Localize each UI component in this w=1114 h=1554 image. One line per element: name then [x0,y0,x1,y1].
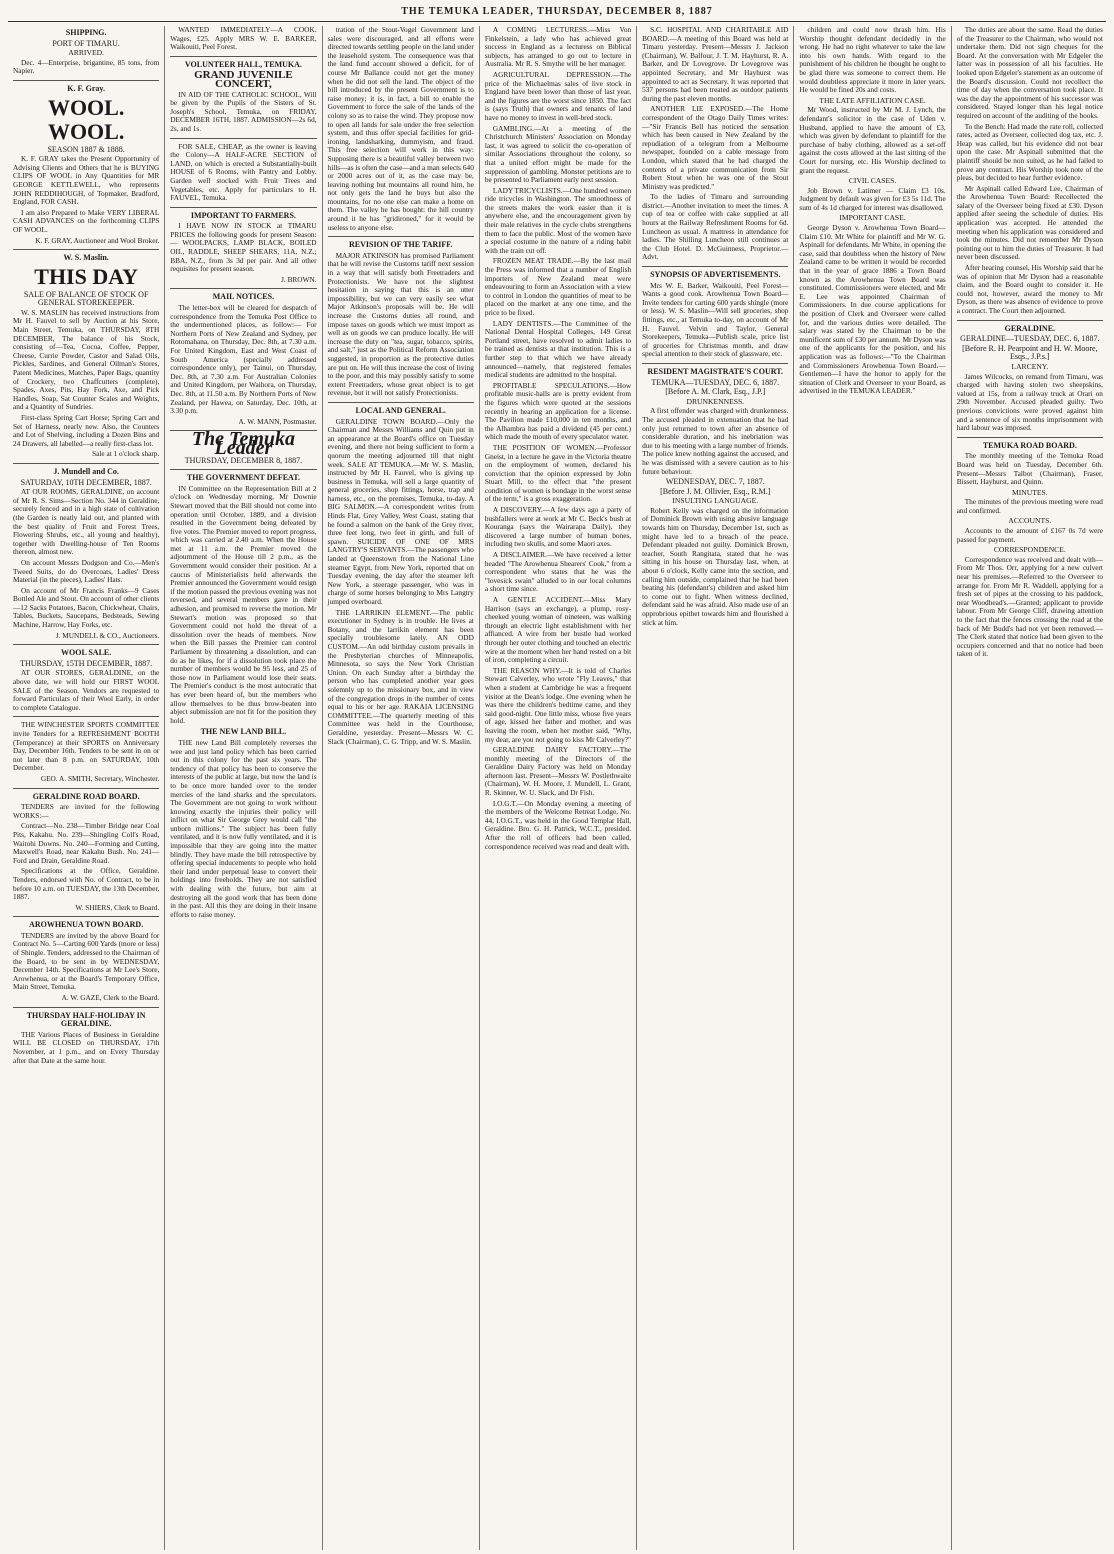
volunteer-hall-heading: VOLUNTEER HALL, TEMUKA. [184,59,302,69]
accounts-heading: ACCOUNTS. [1008,516,1052,526]
divider [13,80,159,81]
news-item-4: LADY TRICYCLISTS.—One hundred women ride tricycles in Washington. The smoothness of the streets makes the work easier than it is anywhere else, and the encouragement given by their male relatives in the cycle clubs strengthens them to face the public. Most of the women have a special costume in the nature of a riding habit with the train cut off. [484,185,632,255]
port-heading: PORT OF TIMARU. [52,38,120,48]
news-item-8: THE POSITION OF WOMEN.—Professor Gneist, in a lecture he gave in the Victoria theatre on the employment of women, declared his conviction that the opinion expressed by John Stuart Mill, to the effect that "the present condition of women is bondage in the worst sense of the term," is a gross exaggeration. [484,442,632,504]
divider [328,402,474,403]
accounts-text: Accounts to the amount of £167 0s 7d were passed for payment. [956,526,1103,544]
divider [13,788,159,789]
mundell-text-2: On account Messrs Dodgson and Co.—Men's Tweed Suits, do do Overcoats, Ladies' Dress Material (in the pieces), Ladies' Hats. [13,557,160,585]
case-continued: The duties are about the same. Read the duties of the Treasurer to the Chairman, who would not undertake them. Did not sign cheques for the Board. At the conversation with Mr Edgeler the latter was in possession of all his faculties. He looked upon Edgeler's statement as an outcome of the Board's discussion. Could not recollect the time of day when the conversation took place. It was the day the appointment of his successor was considered. Stayed longer than his legal notice required on account of the auditing of the books. [956,26,1103,120]
concert-headline: GRAND JUVENILE CONCERT, [194,69,293,90]
season-heading: SEASON 1887 & 1888. [47,144,125,154]
court-date: TEMUKA—TUESDAY, DEC. 6, 1887. [651,377,780,387]
mail-notices-heading: MAIL NOTICES. [212,292,275,302]
geraldine-heading: GERALDINE. [1004,323,1056,333]
news-item-6: LADY DENTISTS.—The Committee of the National Dental Hospital Colleges, 149 Great Portland street, have resolved to admit ladies to be trained as dentists at that institution. This is a further step to that which we have already announced—namely, that registered females medical students are admitted to the hospital. [484,318,632,380]
newspaper-title: The Temuka Leader [191,428,295,459]
farmers-heading: IMPORTANT TO FARMERS. [190,210,296,220]
column-7 [952,26,1108,1550]
sale-text: W. S. MASLIN has received instructions from Mr H. Fauvel to sell by Auction at his Store, Main Street, Temuka, on THURSDAY, 8TH DECEMBER, The balance of his Stock, consisting of—Tea, Cocoa, Coffee, Pepper, Cheese, Currie Powder, Castor and Salad Oils, Pickles, Sardines, and General Oilman's Stores, Patent Medicines, Matches, Paper Bags, quantity of Crockery, two Chaffcutters (complete), Spades, Axes, Pits, Hay Fork, Axe, and Pick Handles, Soap, Sat Counter Scales and Weights, and a Quantity of Sundries. [13,307,160,412]
refreshment-advert: To the ladies of Timaru and surrounding district.—Another invitation to meet the times. A cup of tea or coffee with cake supplied at all hours at the Railway Refreshment Rooms for 6d. Luncheon as usual. A mattress in attendance for ladies. The Shilling Luncheon still continues at the Club Hotel. D. McGuinness, Proprietor.—Advt. [642,192,789,262]
important-text: George Dyson v. Arowhenua Town Board—Claim £10. Mr White for plaintiff and Mr W. G. Aspinall for defendants. Mr White, in opening the case, said that doubtless when the history of New Zealand came to be written it would be recorded that in the year of grace 1886 a Town Board known as the Arowhenua Town Board was constituted. Commissioners were elected, and Mr E. Lee was appointed Chairman of Commissioners. In due course applications for the position of Clerk and Overseer were called for, and the various duties were detailed. The salary was stated by the Chairman to be the munificent sum of £30 per annum. Mr Dyson was one of the applicants for the position, and his application was as follows:—"To the Chairman and Commissioners Arowhenua Town Board.—Gentlemen—I have the honor to apply for the situation of Clerk and Overseer to your Board, as advertised in the TEMUKA LEADER." [799,223,946,396]
wool-sale-text: AT OUR STORES, GERALDINE, on the above date, we will hold our FIRST WOOL SALE of the Season. Vendors are requested to forward Particulars of their Wool Early, in order to complete Catalogue. [13,668,160,712]
divider [642,363,788,364]
saturday-heading: SATURDAY, 10TH DECEMBER, 1887. [20,477,152,487]
larceny-heading: LARCENY. [1011,361,1049,371]
news-item-13: GERALDINE DAIRY FACTORY.—The monthly meeting of the Directors of the Geraldine Dairy Factory was held on Monday afternoon last. Present—Messrs W. Postlethwaite (Chairman), W. H. Moore, J. Mundell, L. Grant, R. Skinner, W. U. Slack, and Dr Fish. [484,745,632,798]
divider [957,437,1103,438]
news-item-10: A DISCLAIMER.—We have received a letter headed "The Arowhenua Shearers' Cook," from a correspondent who states that he was the "lovesick swain" alluded to in our local columns a short time since. [484,550,632,594]
masthead-rule [8,21,1106,22]
half-holiday-text: THE Various Places of Business in Geraldine WILL BE CLOSED on THURSDAY, 17th November, at 1 p.m., and on Every Thursday after that Date at the same hour. [13,1029,160,1065]
court-before: [Before A. M. Clark, Esq., J.P.] [665,387,766,397]
specs-text: Specifications at the Office, Geraldine. Tenders, endorsed with No. of Contract, to be in before 10 a.m. on TUESDAY, the 13th December, 1887. [13,866,160,902]
sale-subheading: SALE OF BALANCE OF STOCK OF GENERAL STOREKEEPER. [23,289,149,308]
land-bill-continued: tration of the Stout-Vogel Government land sales were discouraged, and all efforts were directed towards settling people on the land under the leasehold system. The consequence was that the land fund account showed a deficit, for of course Mr Ballance could not get the money when he did not sell the land. The object of the bill introduced by the present Government is to raise money; it is, in fact, a bill to enable the Government to force the sale of the lands of the colony so as to raise the wind. They propose now to open all lands for sale under the free selection system, and thus offer special facilities for grid-ironing, landsharking, dummyism, and fraud. This free selection will work in this way: Supposing there is a beautiful valley between two hills—as is often the case—and a man selects 640 or 2000 acres out of it, as the case may be, leaving nothing but mountains all round him, he not only gets the land he buys but also the mountains, for no one else can make a home on them. The valley he has bought: the hill country around it he has "gridironed," for it would be useless to anyone else. [327,26,474,232]
geraldine-before: [Before R. H. Pearpoint and H. W. Moore, Esqs., J.P.s.] [962,343,1098,362]
news-item-3: GAMBLING.—At a meeting of the Christchurch Ministers' Association on Monday last, it was agreed to solicit the co-operation of similar Associations throughout the colony, so that a united effort might be made for the suppression of gambling. Monster petitions are to be presented to Parliament early next session. [484,123,632,185]
mundell-signature: J. MUNDELL & CO., Auctioneers. [55,630,160,640]
tenders-text: TENDERS are invited for the following WORKS:— [13,802,160,820]
divider [170,138,316,139]
divider [957,320,1103,321]
divider [13,916,159,917]
mann-signature: A. W. MANN, Postmaster. [238,416,317,426]
news-item-7: PROFITABLE SPECULATIONS.—How profitable music-halls are is pretty evident from the figures which were quoted at the sessions recently in hearing an application for a license. The Pavilion made £10,000 in ten months, and the Alhambra has paid a dividend (45 per cent.) which made the mouth of every speculator water. [484,380,632,442]
column-2 [165,26,322,1550]
arrived-text: Dec. 4—Enterprise, brigantine, 85 tons, from Napier. [13,57,160,76]
concert-text: IN AID OF THE CATHOLIC SCHOOL, Will be given by the Pupils of the Sisters of St. Joseph's School, Temuka, on FRIDAY, DECEMBER 16TH, 1887. ADMISSION—2s 6d, 2s, and 1s. [170,89,317,133]
local-text: GERALDINE TOWN BOARD.—Only the Chairman and Messrs Williams and Quin put in an appearance at the Board's office on Tuesday evening, and there not being sufficient to form a quorum the meeting adjourned till that night week. SALE AT TEMUKA.—Mr W. S. Maslin, instructed by Mr H. Fauvel, who is giving up business in Temuka, will sell a large quantity of general groceries, shop fittings, horse, trap and harness, etc., on the premises, Temuka, to-day. A BIG SALMON.—A correspondent writes from Hinds Flat, Grey Valley, West Coast, stating that he found a salmon on the bank of the Grey river, three feet long, two feet in girth, and full of spawn. SUICIDE OF ONE OF MRS LANGTRY'S SERVANTS.—The passengers who landed at Queenstown from the National Line steamer Egypt, from New York, reported that on Tuesday evening, the day after the steamer left New York, a steerage passenger, who was in charge of some horses belonging to Mrs Langtry jumped overboard. [327,416,474,606]
news-item-2: AGRICULTURAL DEPRESSION.—The price of the Michaelmas sales of live stock in England have been lower than those of last year, and the figures are the worst since 1850. The fact is (says Truth) that owners and tenants of land have no money to invest in well-bred stock. [484,69,632,122]
wanted-ad: WANTED IMMEDIATELY—A COOK. Wages, £25. Apply MRS W. E. BARKER, Waikouiti, Peel Forest. [170,26,317,52]
arrived-heading: ARRIVED. [68,48,104,58]
news-item-11: A GENTLE ACCIDENT.—Miss Mary Harrison (says an exchange), a plump, rosy-cheeked young woman of nineteen, was walking through an electric light establishment with her affianced. A wire from her bustle had worked through her outer clothing and touched an electric wire at the moment when her hand rested on a bit of iron, completing a circuit. [484,595,632,665]
divider [13,249,159,250]
columns [8,26,1108,1550]
defeat-text: IN Committee on the Representation Bill at 2 o'clock on Wednesday morning, Mr Downie Stewart moved that the Bill should not come into operation until October, 1889, and a division resulted in the Government being defeated by five votes. The Premier moved to report progress, which was carried at 2.40 a.m. When the House met at 11 a.m. the Premier moved the adjournment of the House till 2 p.m., as the Government would consider their position. At a caucus of Ministerialists held afterwards the Premier announced the Government would resign if the motion passed the previous evening was not reversed, and several members gave in their adhesion, and promised to reverse the motion. Mr Stewart's motion was proposed so that Government could not hold the threat of a dissolution over the heads of members. Now when the Bill passes the Premier can control Parliament by threatening a dissolution, and can do as he likes, for if a dissolution took place the number of members would be 95 less, and 25 of those now in Parliament would lose their seats. The Premier's conduct is the most autocratic that has ever been heard of, but the members who allow themselves to be thus brow-beaten into abject submission are not fit for the position they hold. [170,483,317,725]
shiers-signature: W. SHIERS, Clerk to Board. [75,902,160,912]
minutes-text: The minutes of the previous meeting were read and confirmed. [956,497,1103,515]
mail-text: The letter-box will be cleared for despatch of correspondence from the Temuka Post Office to the undermentioned places, as follow:— For Northern Ports of New Zealand and Sydney, per Rotomahana, on Thursday, Dec. 8th, at 7.30 a.m. For United Kingdom, East and West Coast of South America (specially addressed correspondence only), per Tainui, on Thursday, Dec. 8th, at 7.30 a.m. For Australian Colonies and United Kingdom, per Waihora, on Thursday, Dec. 8th, at 11.50 a.m. By Northern Ports of New Zealand, per Hawea, on Saturday, Dec. 10th, at 3.30 p.m. [170,303,317,416]
temuka-road-heading: TEMUKA ROAD BOARD. [982,440,1077,450]
column-4 [480,26,637,1550]
correspondence-text: Correspondence was received and dealt with— From Mr Thos. Orr, applying for a new culvert near his premises.—Referred to the Overseer to arrange for. From Mr R. Waddell, applying for a fresh set of pipes at the crossing to his paddock, near Woodhead's.—Granted; applicant to provide labour. From Mr George Cliff, drawing attention to the fact that the fences crossing the road at the back of Mr Budd's had not yet been removed.—The Clerk stated that notice had been given to the occupiers concerned and that no notice had been taken of it. [956,554,1103,659]
case-text-3: Mr Aspinall called Edward Lee, Chairman of the Arowhenua Town Board: Recollected the salary of the Overseer being fixed at £30. Dyson applied after seeing the schedule of duties. His application was accepted. He attended the meeting when his application was considered and took the minutes. Did not remember Mr Dyson pointing out to him the duties of Treasurer. It had never been discussed. [956,183,1103,262]
wool-text: K. F. GRAY takes the Present Opportunity of Advising Clients and Others that he is BUYING CLIPS OF WOOL in Any Quantities for MR GEORGE KETTLEWELL, who represents JOHN REDDIHOUGH, of Topmaker, Bradford, England, FOR CASH. [13,154,160,207]
case-text-4: After hearing counsel, His Worship said that he was of opinion that Mr Dyson had a reasonable claim, and the Board ought to consider it. He could not, however, award the money to Mr Dyson, as there was absence of evidence to prove a contract. The Court then adjourned. [956,263,1103,315]
divider [642,266,788,267]
wool-signature: K. F. GRAY, Auctioneer and Wool Broker. [35,235,160,245]
synopsis-heading: SYNOPSIS OF ADVERTISEMENTS. [650,270,781,280]
wool-headline: WOOL. WOOL. [47,94,125,144]
news-item-12: THE REASON WHY.—It is told of Charles Stewart Calverley, who wrote "Fly Leaves," that when a student at Cambridge he was a frequent visitor at the Dean's lodge. One evening when he was there the children's bedtime came, and they said good-night. One little miss, whose five years of age, kissed her father and mother, and was leaving the room, when her mother said, "Why, my dear, are you not going to kiss Mr Calverley?" [484,665,632,744]
column-6 [794,26,951,1550]
winchester-signature: GEO. A. SMITH, Secretary, Winchester. [40,773,160,783]
civil-heading: CIVIL CASES. [848,176,897,186]
this-day-headline: THIS DAY [34,263,138,289]
brown-signature: J. BROWN. [281,274,317,284]
for-sale-ad: FOR SALE, CHEAP, as the owner is leaving the Colony—A HALF-ACRE SECTION of LAND, on which is erected a Substantially-built HOUSE of 6 Rooms, with Pantry and Lobby. Garden well stocked with Fruit Trees and Vegetables, etc. Apply for particulars to H. FAUVEL, Temuka. [170,141,317,203]
correspondence-heading: CORRESPONDENCE. [993,545,1066,555]
wednesday-date: WEDNESDAY, DEC. 7, 1887. [665,477,765,487]
wool-sale-heading: WOOL SALE. [61,648,112,658]
mundell-text: AT OUR ROOMS, GERALDINE, on account of Mr R. S. Sims—Section No. 344 in Geraldine, securely fenced and in a high state of cultivation (the Garden is neatly laid out, and planted with the best quality of Fruit and Forest Trees, Flowering Shrubs, etc., all young and healthy), together with Dwelling-house of Ten Rooms thereon, almost new. [13,487,160,557]
court-heading: RESIDENT MAGISTRATE'S COURT. [647,366,784,376]
column-5 [637,26,794,1550]
drunkenness-heading: DRUNKENNESS. [686,396,745,406]
land-bill-heading: THE NEW LAND BILL. [200,727,287,737]
local-text-2: THE LARRIKIN ELEMENT.—The public executioner in Sydney is in trouble. He lives at Botany, and the larrikin element has been specially troublesome lately. AN ODD CUSTOM.—An odd birthday custom prevails in the Presbyterian churches of Minneapolis, Minnesota, so says the New York Christian Union. On each Sunday after a birthday the person who has completed another year goes solemnly up to the missionary box, and in view of the congregation drops in the number of cents equal to his or her age. RAKAIA LICENSING COMMITTEE.—The quarterly meeting of this Committee was held in the Courthouse, Geraldine, yesterday. Present—Messrs W. C. Slack (Chairman), C. G. Tripp, and W. S. Maslin. [327,607,474,746]
shipping-heading: SHIPPING. [65,28,107,37]
revision-text: MAJOR ATKINSON has promised Parliament that he will revise the Customs tariff next session in a way that will satisfy both Freetraders and Protectionists. We have not the slightest hesitation in saying that this is an utter impossibility, but we can very easily see what Major Atkinson's proposals will be. He will increase the Customs duties all round, and impose taxes on goods which we must import as well as on goods we can produce locally. He will increase the duty on "tea, sugar, tobacco, spirits, and salt," just as the Political Reform Association suggested, in proportion as the protective duties are put on. He will thus increase the cost of living to the poor, and this may possibly satisfy to some extent Freetraders, whose great object is to get revenue, but it will not satisfy Protectionists. [327,250,474,398]
column-3 [323,26,480,1550]
hospital-board-text: S.C. HOSPITAL AND CHARITABLE AID BOARD.—A meeting of this Board was held at Timaru yesterday. Present—Messrs J. Jackson (Chairman), W. Balfour, J. T. M. Hayhurst, R. A. Barker, and Dr Lovegrove. Dr Lovegrove was appointed Secretary, and Mr Hayhurst was appointed to act as Secretary. It was reported that 537 persons had been treated as outdoor patients during the past eleven months. [642,26,789,103]
sale-text-2: First-class Spring Cart Horse; Spring Cart and Set of Harness, nearly new. Also, the Counters and Lot of Shelving, including a Dozen Bins and 24 Drawers, all labelled—a really first-class lot. [13,413,160,448]
insulting-text: Robert Kelly was charged on the information of Dominick Brown with using abusive language towards him on Thursday, December 1st, such as might have led to a breach of the peace. Defendant pleaded not guilty. Dominick Brown, teacher, South Rangitata, stated that he was sitting in his house on Thursday last, when, at about 6 o'clock, Kelly came into the section, and calling him outside, complained that he had been beating his (defendant's) children and asked him to come out to fight. When witness declined, defendant said he was afraid. Also made use of an opprobrious epithet towards him and flourished a stick at him. [642,505,789,627]
minutes-heading: MINUTES. [1012,487,1048,497]
drunkenness-text: A first offender was charged with drunkenness. The accused pleaded in extenuation that he had only just returned to town after an absence of considerable duration, and his inebriation was due to his meeting with a large number of friends. The police knew nothing against the accused, and he was dismissed with a severe caution as to his future behaviour. [642,406,789,476]
mundell-text-3: On account of Mr Francis Franks—9 Cases Bottled Ale and Stout. On account of other clients—12 Sacks Potatoes, Bacon, Chickwheat, Chairs, Tables, Buckets, Saucepans, Bedsteads, Sewing Machine, Harrow, Hay Forks, etc. [13,585,160,630]
local-general-heading: LOCAL AND GENERAL. [355,405,446,415]
synopsis-text: Mrs W. E. Barker, Waikouiti, Peel Forest—Wants a good cook. Arowhenua Town Board—Invite tenders for carting 600 yards shingle (more or less). W. S. Maslin—Will sell groceries, shop fittings, etc., at Temuka to-day, on account of Mr H. Fauvel. Velvin and Taylor, General Storekeepers, Temuka—Publish scale, price list of groceries for Christmas month, and draw special attention to their stock of glassware, etc. [642,280,789,359]
divider [170,56,316,57]
divider [328,236,474,237]
civil-text: Job Brown v. Latimer — Claim £3 10s. Judgment by default was given for £3 5s 11d. The sum of 4s 1d charged for interest was disallowed. [799,185,946,212]
revision-heading: REVISION OF THE TARIFF. [348,240,453,250]
maslin-heading: W. S. Maslin. [63,253,109,263]
divider [170,288,316,289]
temuka-road-text: The monthly meeting of the Temuka Road Board was held on Tuesday, December 6th. Present—Messrs Talbot (Chairman), Fraser, Bissett, Hayhurst, and Quinn. [956,451,1103,487]
news-item-1: A COMING LECTURESS.—Miss Von Finkelstein, a lady who has achieved great success in England as a lecturess on Biblical subjects, has arranged to go out to lecture in Australia. Mr R. S. Smythe will be her manager. [484,26,632,69]
geraldine-road-heading: GERALDINE ROAD BOARD. [32,791,140,801]
half-holiday-heading: THURSDAY HALF-HOLIDAY IN GERALDINE. [26,1010,146,1029]
issue-date: THURSDAY, DECEMBER 8, 1887. [184,455,303,465]
arowhenua-text: TENDERS are invited by the above Board for Contract No. 5—Carting 600 Yards (more or less) of Shingle. Tenders, addressed to the Chairman of the Board, to be sent in by WEDNESDAY, December 14th. Specifications at Mr Lee's Store, Arowhenua, or at the Board's Temporary Office, Main Street, Temuka. [13,930,160,992]
affiliation-text: Mr Wood, instructed by Mr M. J. Lynch, the defendant's solicitor in the case of Uden v. Husband, applied to have the amount of £3, which was given by defendant to plaintiff for the purchase of baby clothing, allowed as a set-off against the costs allowed at the last sitting of the Court for nursing, etc. His Worship declined to grant the request. [799,105,946,175]
affiliation-heading: THE LATE AFFILIATION CASE. [819,95,926,105]
news-item-14: I.O.G.T.—On Monday evening a meeting of the members of the Welcome Retreat Lodge, No. 44, I.O.G.T., was held in the Good Templar Hall, Geraldine. Bro. G. H. Patrick, W.C.T., presided. After the roll of officers had been called, correspondence received was read and dealt with. [484,798,632,851]
important-heading: IMPORTANT CASE. [839,213,906,223]
contract-list: Contract—No. 238—Timber Bridge near Coal Pits, Kakahu. No. 239—Shingling Coll's Road, Waitohi Downs. No. 240—Forming and Cutting, Maxwell's Road, near Kakahu Bush. No. 241—Ford and Drain, Geraldine Road. [13,821,160,865]
divider [13,716,159,717]
larceny-text: James Wilcocks, on remand from Timaru, was charged with having stolen two sheepskins, valued at 15s, from a railway truck at Orari on 29th November. Accused pleaded guilty. Two previous convictions were proved against him and a sentence of six months imprisonment with hard labour was imposed. [956,371,1103,433]
news-item-9: A DISCOVERY.—A few days ago a party of bushfallers were at work at Mr C. Beck's bush at Kouranga (says the Wairarapa Daily), they discovered a large number of human bones, including two skulls, and some Maori axes. [484,505,632,549]
news-item-5: FROZEN MEAT TRADE.—By the last mail the Press was informed that a number of English importers of New Zealand meat were endeavouring to form an Association with a view to control in London the quantities of meat to be placed on the market at any one time, and the price to be fixed. [484,256,632,317]
case-text-2: To the Bench: Had made the rate roll, collected rates, acted as Overseer, collected dog tax, etc. J. Heap was called, but his evidence did not bear upon the case. Mr Aspinall submitted that the plaintiff should be non suited, as he had failed to prove any contract. His Worship took note of the pleas, but decided to hear further evidence. [956,121,1103,183]
column-1 [8,26,165,1550]
lie-exposed-text: ANOTHER LIE EXPOSED.—The Home correspondent of the Otago Daily Times writes:—"Sir Francis Bell has noticed the sensation which has been caused in New Zealand by the repudiation of a telegram from a Melbourne newspaper, founded on a cable message from London, which stated that he had charged the contents of a private communication from Sir Robert Stout when he was one of the Stout Ministry was predicted." [642,104,789,191]
divider [13,644,159,645]
kfgray-heading: K. F. Gray. [67,83,105,93]
court-continued: children and could now thrash him. His Worship thought defendant decidedly in the wrong. He had no right whatever to take the law into his own hands. With regard to the punishment of his children he thought he ought to be glad there was someone to correct them. He would doubtless appreciate it more in later years. He would be fined 20s and costs. [799,26,946,95]
page-masthead: THE TEMUKA LEADER, THURSDAY, DECEMBER 8, 1887 [401,6,713,17]
wool-sale-date: THURSDAY, 15TH DECEMBER, 1887. [20,658,153,668]
land-bill-text: THE new Land Bill completely reverses the wee and just land policy which has been carried out in this colony for the past six years. The tendency of that policy has been to conserve the interests of the public at large, but now the land is to be once more handed over to the tender mercies of the land sharks and the speculators. The Government are not going to work without knowing exactly the injuries their policy will inflict on what Sir George Grey would call "the unborn millions." The subject has been fully ventilated, and it is now fully ventilated, and it is impossible that they are going into the matter blindly. They have made the bill retrospective by offering special inducements to people who hold their land under perpetual lease to convert their holdings into freeholds. They are not satisfied with dealing with the future, but aim at destroying all the good work that has been done in the past. All this they are doing in their insane efforts to raise money. [170,737,317,919]
gaze-signature: A. W. GAZE, Clerk to the Board. [61,993,160,1003]
defeat-heading: THE GOVERNMENT DEFEAT. [186,473,300,483]
arowhenua-heading: AROWHENUA TOWN BOARD. [29,920,144,930]
divider [13,463,159,464]
farmers-text: I HAVE NOW IN STOCK at TIMARU PRICES the following goods for present Season:— WOOLPACKS, LAMP BLACK, BOILED OIL, RADDLE, SHEEP SHEARS, 11A, N.Z.; BBA, N.Z., from 3s 3d per pair. And all other requisites for present season. [170,221,317,274]
court-before-2: [Before J. M. Ollivier, Esq., R.M.] [660,486,771,496]
sale-time: Sale at 1 o'clock sharp. [92,449,160,459]
insulting-heading: INSULTING LANGUAGE. [672,496,759,506]
geraldine-date: GERALDINE—TUESDAY, DEC. 6, 1887. [960,334,1100,344]
winchester-text: THE WINCHESTER SPORTS COMMITTEE invite Tenders for a REFRESHMENT BOOTH (Temperance) at their SPORTS on Anniversary Day, December 16th. Tenders to be sent in on or not later than 8 p.m. on SATURDAY, 10th December. [13,720,160,773]
divider [170,469,316,470]
divider [13,1007,159,1008]
mundell-heading: J. Mundell and Co. [53,466,119,476]
wool-text-2: I am also Prepared to Make VERY LIBERAL CASH ADVANCES on the forthcoming CLIPS OF WOOL. [13,207,160,234]
divider [170,207,316,208]
